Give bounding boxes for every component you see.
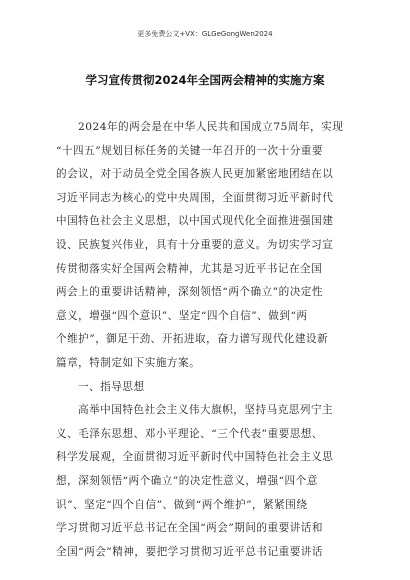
- paragraph-line: 科学发展观，全面贯彻习近平新时代中国特色社会主义思: [56, 451, 334, 464]
- paragraph-line: 学习贯彻习近平总书记在全国“两会”期间的重要讲话和: [56, 522, 323, 535]
- section-heading: 一、指导思想: [78, 380, 145, 393]
- paragraph-line: 传贯彻落实好全国两会精神，尤其是习近平书记在全国: [56, 262, 323, 275]
- paragraph-line: 中国特色社会主义思想，以中国式现代化全面推进强国建: [56, 215, 334, 228]
- paragraph-line: 高举中国特色社会主义伟大旗帜，坚持马克思列宁主: [78, 404, 334, 417]
- paragraph-line: 想，深刻领悟“两个确立”的决定性意义，增强“四个意: [56, 474, 318, 487]
- paragraph-line: 习近平同志为核心的党中央周围，全面贯彻习近平新时代: [56, 191, 334, 204]
- paragraph-line: 意义，增强“四个意识”、坚定“四个自信”、做到“两: [56, 309, 308, 322]
- paragraph-line: 篇章，特制定如下实施方案。: [56, 356, 201, 369]
- paragraph-line: 识”、坚定“四个自信”、做到“两个维护”，紧紧围绕: [56, 498, 308, 511]
- document-body: [56, 116, 356, 564]
- paragraph-line: 两会上的重要讲话精神，深刻领悟“两个确立”的决定性: [56, 286, 323, 299]
- paragraph-line: 全国“两会”精神，要把学习贯彻习近平总书记重要讲话: [56, 545, 323, 558]
- paragraph-line: 2024年的两会是在中华人民共和国成立75周年，实现: [78, 121, 344, 133]
- document-title: 学习宣传贯彻2024年全国两会精神的实施方案: [85, 73, 325, 87]
- paragraph-line: 设、民族复兴伟业，具有十分重要的意义。为切实学习宣: [56, 238, 334, 251]
- header-note: 更多免费公文+VX：GLGeGongWen2024: [137, 30, 273, 38]
- paragraph-line: 的会议，对于动员全党全国各族人民更加紧密地团结在以: [56, 168, 334, 181]
- paragraph-line: “十四五”规划目标任务的关键一年召开的一次十分重要: [56, 144, 323, 157]
- paragraph-line: 义、毛泽东思想、邓小平理论、“三个代表”重要思想、: [56, 427, 323, 440]
- paragraph-line: 个维护”，御足干劲、开拓进取，奋力谱写现代化建设新: [56, 333, 329, 346]
